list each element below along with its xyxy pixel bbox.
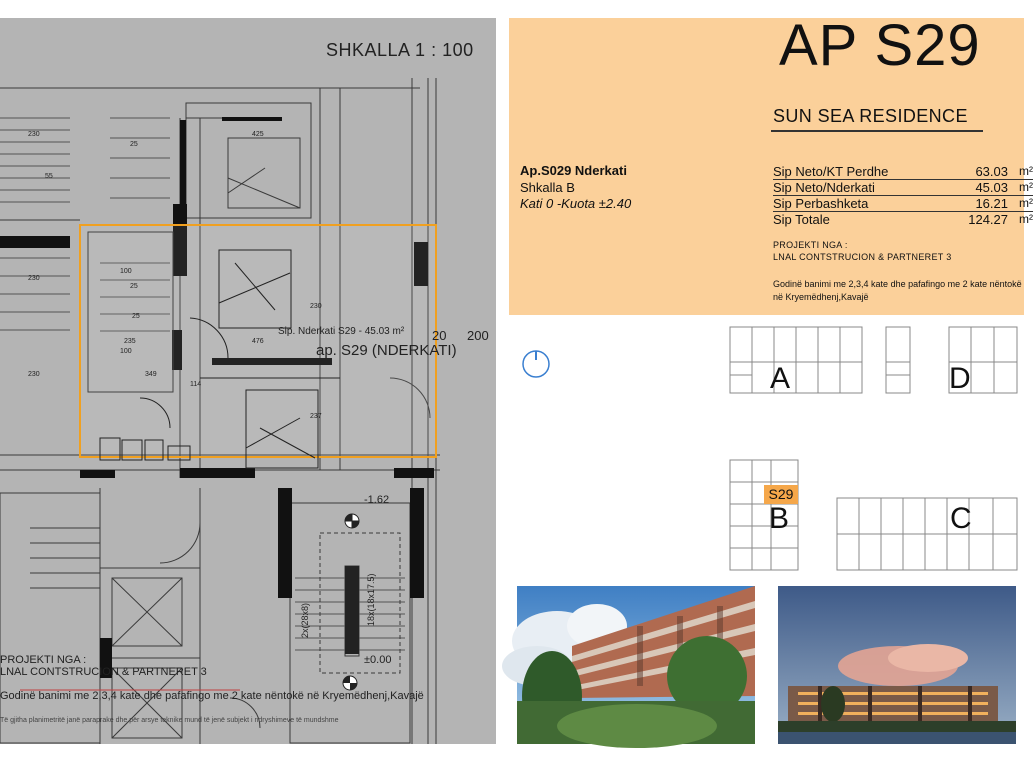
level-marker-lower <box>343 676 357 690</box>
level-marker-upper <box>345 514 359 528</box>
block-a-outline <box>730 327 862 393</box>
stair-down-label: 2x(28x8) <box>300 602 310 638</box>
apartment-stair: Shkalla B <box>520 180 575 195</box>
area-label: Sip Neto/KT Perdhe <box>773 164 889 179</box>
block-strip-outline <box>886 327 910 393</box>
area-label: Sip Perbashketa <box>773 196 869 211</box>
dimension-200: 200 <box>467 328 489 343</box>
building-photo-dusk <box>778 586 1016 744</box>
project-description: Godinë banimi me 2,3,4 kate dhe pafafingo me 2 kate nëntokë në Kryemëdhenj,Kavajë <box>773 279 1022 302</box>
residence-name: SUN SEA RESIDENCE <box>773 106 968 126</box>
scale-label: SHKALLA 1 : 100 <box>326 40 474 60</box>
dim-476: 476 <box>252 338 264 345</box>
project-label: PROJEKTI NGA : <box>773 240 848 250</box>
dim-425: 425 <box>252 131 264 138</box>
block-c-outline <box>837 498 1017 570</box>
apartment-floor: Kati 0 -Kuota ±2.40 <box>520 196 632 211</box>
floor-plan-panel <box>0 18 496 744</box>
key-plan <box>509 320 1024 580</box>
area-unit: m² <box>1019 212 1033 226</box>
north-arrow-icon <box>523 351 549 377</box>
level-lower-label: ±0.00 <box>364 654 392 666</box>
area-value: 16.21 <box>975 196 1008 211</box>
plan-project-label: PROJEKTI NGA : <box>0 654 87 666</box>
area-unit: m² <box>1019 180 1033 194</box>
area-table <box>773 164 1033 228</box>
block-label-b: B <box>769 502 790 535</box>
area-row <box>773 212 1033 228</box>
dim-237: 237 <box>310 413 322 420</box>
project-name: LNAL CONTSTRUCION & PARTNERET 3 <box>773 252 952 262</box>
unit-tag-s29: S29 <box>768 486 794 502</box>
area-unit: m² <box>1019 196 1033 210</box>
area-label: Sip Totale <box>773 212 830 227</box>
area-value: 45.03 <box>975 180 1008 195</box>
floor-plan-drawing <box>0 18 496 744</box>
residence-underline <box>771 130 983 132</box>
building-photo-day <box>517 586 755 744</box>
plan-disclaimer: Të gjitha planimetritë janë paraprake dhe për arsye teknike mund të jenë subjekt i ndryshimeve të mundshme <box>0 717 339 724</box>
dim-230-d: 230 <box>310 303 322 310</box>
dim-235: 235 <box>124 338 136 345</box>
dim-230-b: 230 <box>28 275 40 282</box>
dimension-20: 20 <box>432 328 447 343</box>
unit-label: ap. S29 (NDERKATI) <box>316 342 457 359</box>
area-label: Sip Neto/Nderkati <box>773 180 875 195</box>
dim-100-b: 100 <box>120 348 132 355</box>
area-row <box>773 196 1033 212</box>
dim-230-a: 230 <box>28 131 40 138</box>
dim-25-b: 25 <box>130 283 138 290</box>
apartment-title: AP S29 <box>779 13 981 78</box>
apartment-name: Ap.S029 Nderkati <box>520 163 627 178</box>
stair-up-label: 18x(18x17.5) <box>366 573 376 626</box>
block-label-d: D <box>949 362 971 395</box>
area-row <box>773 180 1033 196</box>
dim-55: 55 <box>45 173 53 180</box>
dim-230-c: 230 <box>28 371 40 378</box>
room-area-label: Sip. Nderkati S29 - 45.03 m² <box>278 326 405 337</box>
plan-project-name: LNAL CONTSTRUCION & PARTNERET 3 <box>0 666 207 678</box>
dim-25-c: 25 <box>132 313 140 320</box>
dim-25-a: 25 <box>130 141 138 148</box>
apartment-info-panel <box>509 13 1033 315</box>
area-value: 124.27 <box>968 212 1008 227</box>
key-plan-drawing <box>509 320 1024 580</box>
area-value: 63.03 <box>975 164 1008 179</box>
dim-114: 114 <box>190 381 202 388</box>
dim-349: 349 <box>145 371 157 378</box>
level-upper-label: -1.62 <box>364 494 390 506</box>
area-unit: m² <box>1019 164 1033 178</box>
dim-100: 100 <box>120 268 132 275</box>
block-label-c: C <box>950 502 972 535</box>
block-label-a: A <box>770 362 791 395</box>
plan-project-desc: Godinë banimi me 2,3,4 kate dhe pafafingo me 2 kate nëntokë në Kryemëdhenj,Kavajë <box>0 690 424 702</box>
area-row <box>773 164 1033 180</box>
